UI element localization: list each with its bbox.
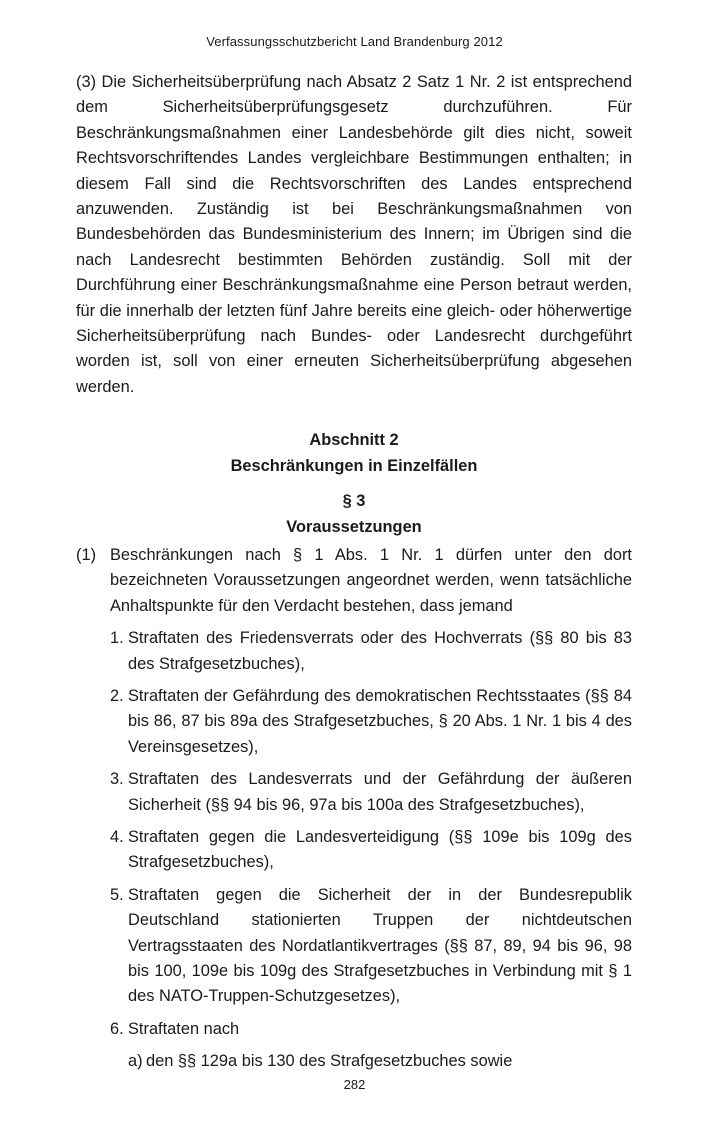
list-item-text: Straftaten der Gefährdung des demokratischen Rechtsstaates (§§ 84 bis 86, 87 bis 89a des Strafgesetzbuches, § 20 Abs. 1 Nr. 1 bis 4 des Vereinsgesetzes), xyxy=(128,686,632,756)
document-body xyxy=(76,70,632,1075)
list-item xyxy=(110,626,632,677)
paragraph-label: § 3 xyxy=(342,492,366,511)
list-item-number: 4. xyxy=(110,827,124,846)
offence-list xyxy=(110,626,632,1042)
page-number: 282 xyxy=(343,1077,366,1092)
clause-body xyxy=(110,543,632,1075)
list-item xyxy=(110,767,632,818)
clause-text: Beschränkungen nach § 1 Abs. 1 Nr. 1 dürfen unter den dort bezeichneten Voraussetzungen angeordnet werden, wenn tatsächliche Anhaltspunkte für den Verdacht bestehen, dass jemand xyxy=(110,545,632,615)
list-item-number: 6. xyxy=(110,1019,124,1038)
clause-marker: (1) xyxy=(76,545,97,564)
list-item-text: Straftaten gegen die Landesverteidigung (§§ 109e bis 109g des Strafgesetzbuches), xyxy=(128,827,632,872)
list-item-text: Straftaten des Landesverrats und der Gefährdung der äußeren Sicherheit (§§ 94 bis 96, 97a bis 100a des Strafgesetzbuches), xyxy=(128,770,632,814)
list-item xyxy=(110,883,632,1010)
list-item-text: Straftaten gegen die Sicherheit der in der Bundesrepublik Deutschland stationierten Truppen der nichtdeutschen Vertragsstaaten des Nordatlantikvertrages (§§ 87, 89, 94 bis 96, 98 bis 100, 109e bis 109g des Strafgesetzbuches in Verbindung mit § 1 des NATO-Truppen-Schutzgesetzes), xyxy=(128,885,632,1006)
list-item xyxy=(110,684,632,760)
sub-list-item xyxy=(110,1049,632,1074)
section-title: Beschränkungen in Einzelfällen xyxy=(230,456,478,475)
list-item-text: Straftaten nach xyxy=(128,1019,240,1038)
list-item-number: 1. xyxy=(110,629,124,648)
intro-paragraph: (3) Die Sicherheitsüberprüfung nach Absatz 2 Satz 1 Nr. 2 ist entsprechend dem Sicherheitsüberprüfungsgesetz durchzuführen. Für Beschränkungsmaßnahmen einer Landesbehörde gilt dies nicht, soweit Rechtsvorschriftendes Landes vergleichbare Bestimmungen enthalten; in diesem Fall sind die Rechtsvorschriften des Landes entsprechend anzuwenden. Zuständig ist bei Beschränkungsmaßnahmen von Bundesbehörden das Bundesministerium des Innern; im Übrigen sind die nach Landesrecht bestimmten Behörden zuständig. Soll mit der Durchführung einer Beschränkungsmaßnahme eine Person betraut werden, für die innerhalb der letzten fünf Jahre bereits eine gleich- oder höherwertige Sicherheitsüberprüfung nach Bundes- oder Landesrecht durchgeführt worden ist, soll von einer erneuten Sicherheitsüberprüfung abgesehen werden. xyxy=(76,73,632,396)
list-item-number: 2. xyxy=(110,686,124,705)
running-header: Verfassungsschutzbericht Land Brandenburg 2012 xyxy=(206,34,503,49)
list-item-number: 3. xyxy=(110,770,124,789)
clause-1 xyxy=(76,543,632,1075)
paragraph-title: Voraussetzungen xyxy=(286,517,422,536)
list-item-text: Straftaten des Friedensverrats oder des Hochverrats (§§ 80 bis 83 des Strafgesetzbuches), xyxy=(128,629,632,673)
list-item xyxy=(110,1017,632,1042)
list-item-number: 5. xyxy=(110,885,124,904)
sub-item-letter: a) xyxy=(128,1052,143,1071)
list-item xyxy=(110,825,632,876)
sub-item-text: den §§ 129a bis 130 des Strafgesetzbuches sowie xyxy=(146,1052,513,1071)
section-label: Abschnitt 2 xyxy=(309,431,399,450)
